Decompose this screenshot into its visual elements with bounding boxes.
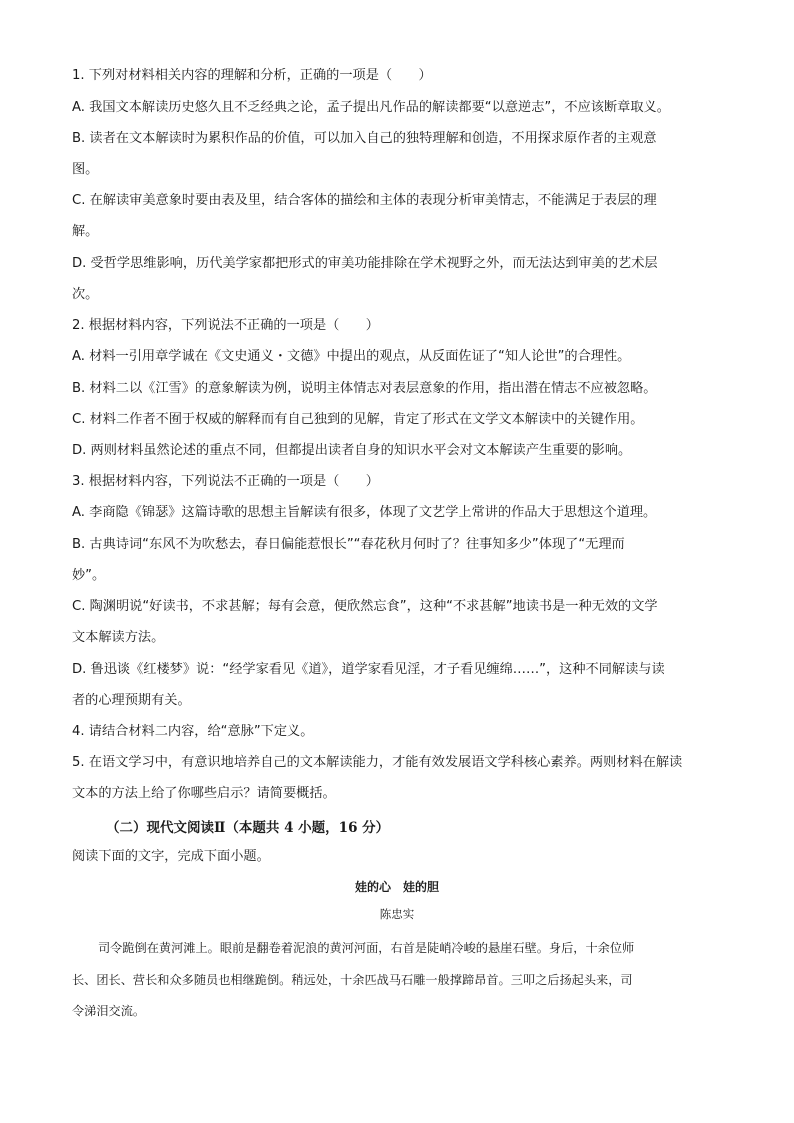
section-heading: （二）现代文阅读Ⅱ（本题共 4 小题，16 分）	[106, 820, 390, 836]
q1-option-a: A. 我国文本解读历史悠久且不乏经典之论，孟子提出凡作品的解读都要“以意逆志”，不应该断章取义。	[72, 100, 670, 115]
q2-option-d: D. 两则材料虽然论述的重点不同，但都提出读者自身的知识水平会对文本解读产生重要的影响。	[72, 443, 632, 458]
q3-option-c-line2: 文本解读方法。	[72, 630, 165, 645]
q5-stem-line2: 文本的方法上给了你哪些启示？请简要概括。	[72, 786, 336, 801]
q4-stem: 4. 请结合材料二内容，给“意脉”下定义。	[72, 724, 314, 739]
q3-option-d-line2: 者的心理预期有关。	[72, 693, 191, 708]
q3-stem: 3. 根据材料内容，下列说法不正确的一项是（ ）	[72, 474, 379, 489]
q1-option-b-line1: B. 读者在文本解读时为累积作品的价值，可以加入自己的独特理解和创造，不用探求原作者的主观意	[72, 131, 657, 146]
q1-stem: 1. 下列对材料相关内容的理解和分析，正确的一项是（ ）	[72, 68, 432, 83]
q3-option-b-line1: B. 古典诗词“东风不为吹愁去，春日偏能惹恨长”“春花秋月何时了？往事知多少”体现了“无理而	[72, 537, 625, 552]
q5-stem-line1: 5. 在语文学习中，有意识地培养自己的文本解读能力，才能有效发展语文学科核心素养。两则材料在解读	[72, 755, 683, 770]
q2-option-a: A. 材料一引用章学诚在《文史通义・文德》中提出的观点，从反面佐证了“知人论世”的合理性。	[72, 349, 631, 364]
q1-option-d-line2: 次。	[72, 287, 99, 302]
story-paragraph-line1: 司令跪倒在黄河滩上。眼前是翻卷着泥浪的黄河河面，右首是陡峭冷峻的悬崖石壁。身后，十余位师	[98, 941, 635, 955]
q3-option-c-line1: C. 陶渊明说“好读书，不求甚解；每有会意，便欣然忘食”，这种“不求甚解”地读书是一种无效的文学	[72, 599, 658, 614]
q2-option-b: B. 材料二以《江雪》的意象解读为例，说明主体情志对表层意象的作用，指出潜在情志不应被忽略。	[72, 381, 657, 396]
story-title: 娃的心 娃的胆	[354, 880, 439, 894]
q2-option-c: C. 材料二作者不囿于权威的解释而有自己独到的见解，肯定了形式在文学文本解读中的关键作用。	[72, 412, 644, 427]
q1-option-c-line2: 解。	[72, 224, 99, 239]
q3-option-d-line1: D. 鲁迅谈《红楼梦》说：“经学家看见《道》，道学家看见淫，才子看见缠绵……”，这种不同解读与读	[72, 662, 665, 677]
story-paragraph-line3: 令涕泪交流。	[72, 1004, 146, 1018]
q3-option-b-line2: 妙”。	[72, 568, 106, 583]
q2-stem: 2. 根据材料内容，下列说法不正确的一项是（ ）	[72, 318, 379, 333]
section-instruction: 阅读下面的文字，完成下面小题。	[72, 849, 270, 864]
q1-option-c-line1: C. 在解读审美意象时要由表及里，结合客体的描绘和主体的表现分析审美情志，不能满足于表层的理	[72, 193, 657, 208]
q1-option-b-line2: 图。	[72, 162, 99, 177]
story-paragraph-line2: 长、团长、营长和众多随员也相继跪倒。稍远处，十余匹战马石雕一般撑蹄昂首。三叩之后扬起头来，司	[72, 973, 633, 987]
q1-option-d-line1: D. 受哲学思维影响，历代美学家都把形式的审美功能排除在学术视野之外，而无法达到审美的艺术层	[72, 256, 658, 271]
q3-option-a: A. 李商隐《锦瑟》这篇诗歌的思想主旨解读有很多，体现了文艺学上常讲的作品大于思想这个道理。	[72, 505, 657, 520]
story-author: 陈忠实	[379, 907, 415, 921]
